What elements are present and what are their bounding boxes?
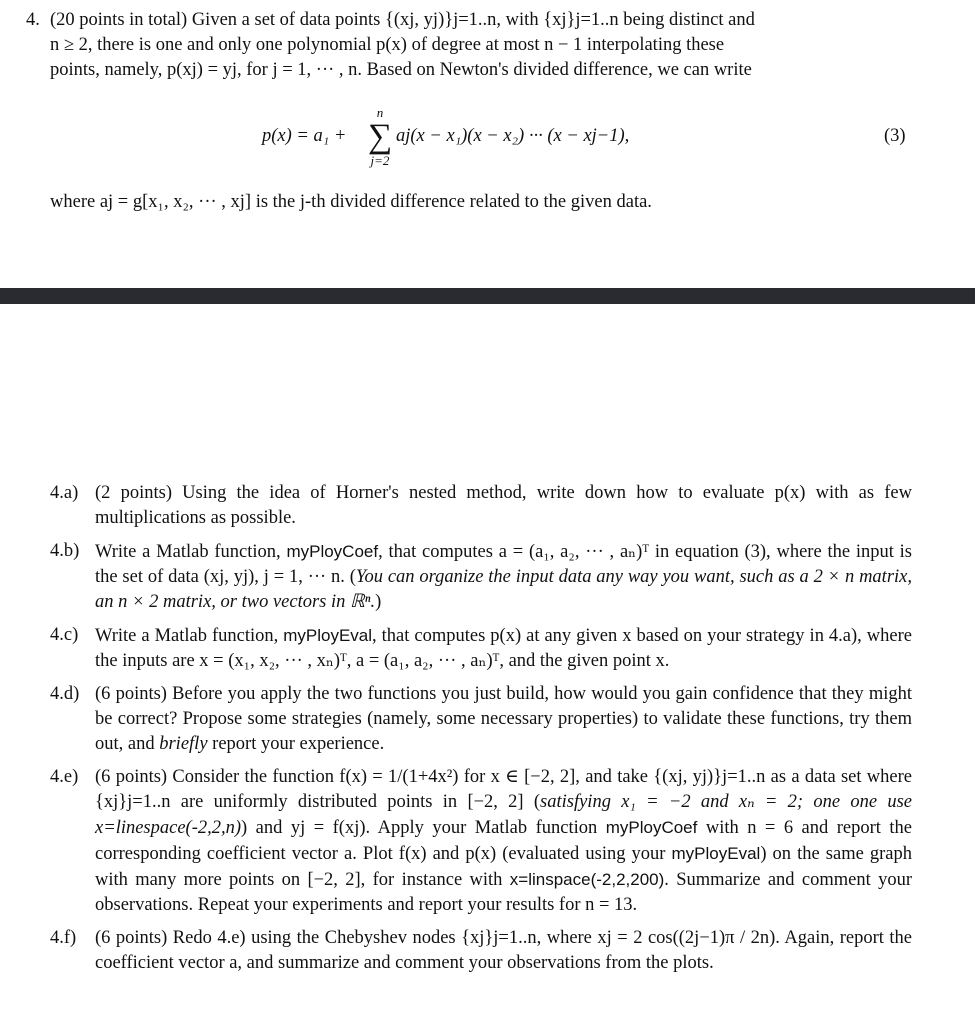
subquestion-label: 4.c) [50, 625, 79, 645]
where-text: where aj = g[x₁, x₂, ··· , xj] is the j-th divided difference related to the given data. [50, 192, 652, 212]
italic-note: You can organize the input data any way you want, such as a 2 × n matrix, an n × 2 matrix, or two vectors in ℝⁿ. [95, 567, 912, 612]
equation-number: (3) [884, 126, 906, 146]
subquestion-text: (2 points) Using the idea of Horner's nested method, write down how to evaluate p(x) with as few multiplications as possible. [95, 483, 912, 528]
summation-upper: n [376, 105, 384, 120]
problem-statement [26, 8, 916, 83]
equation-rhs: aj(x − x₁)(x − x₂) ··· (x − xj−1), [396, 126, 630, 146]
subquestion-label: 4.e) [50, 767, 79, 787]
subquestion-text: (6 points) Redo 4.e) using the Chebyshev nodes {xj}j=1..n, where xj = 2 cos((2j−1)π / 2n). Again, report the coefficient vector a, and summarize and comment your observations from the plots. [95, 928, 912, 973]
subquestion-text [95, 682, 912, 757]
text-segment: , that computes a = (a₁, a₂, ··· , aₙ)ᵀ in equation (3), where the input is the set of data (xj, yj), j = 1, ··· n. ( [95, 542, 913, 587]
subquestion-4c [50, 623, 912, 674]
subquestion-4b [50, 539, 912, 615]
text-segment: with n = 6 and report the corresponding coefficient vector a. Plot f(x) and p(x) (evaluated using your [95, 818, 912, 864]
subquestion-list [50, 481, 912, 984]
problem-number: 4. [26, 10, 40, 30]
subquestion-text [95, 623, 912, 674]
function-name: myPloyCoef [605, 818, 698, 837]
problem-line-3: points, namely, p(xj) = yj, for j = 1, ··· , n. Based on Newton's divided difference, we can write [50, 60, 752, 80]
subquestion-label: 4.d) [50, 684, 80, 704]
equation-lhs: p(x) = a₁ + [262, 126, 347, 146]
subquestion-label: 4.f) [50, 928, 77, 948]
summation-lower: j=2 [370, 153, 390, 168]
text-segment: ) [375, 592, 382, 612]
subquestion-text [95, 539, 912, 615]
divider-bar [0, 288, 975, 304]
code-snippet: x=linspace(-2,2,200) [509, 870, 665, 889]
text-segment: (6 points) Consider the function f(x) = 1/(1+4x²) for x ∈ [−2, 2], and take {(xj, yj)}j=1..n as a data set where {xj}j=1..n are uniformly distributed points in [−2, 2] ( [95, 767, 912, 812]
text-segment: (6 points) Before you apply the two functions you just build, how would you gain confidence that they might be correct? Propose some strategies (namely, some necessary properties) to validate these functions, try them out, and [95, 684, 912, 754]
text-segment: . Summarize and comment your observations. Repeat your experiments and report your results for n = 13. [95, 870, 913, 915]
text-segment: report your experience. [207, 734, 385, 754]
italic-note: satisfying x₁ = −2 and xₙ = 2; one one use x=linespace(-2,2,n) [95, 792, 912, 838]
summation-sign [368, 106, 392, 168]
sigma-icon: ∑ [368, 118, 393, 155]
text-segment: , that computes p(x) at any given x based on your strategy in 4.a), where the inputs are x = (x₁, x₂, ··· , xₙ)ᵀ, a = (a₁, a₂, ··· , aₙ)ᵀ, and the given point x. [95, 626, 912, 671]
subquestion-4d [50, 682, 912, 757]
text-segment: ) on the same graph with many more points on [−2, 2], for instance with [95, 844, 912, 890]
subquestion-label: 4.a) [50, 483, 79, 503]
problem-line-2: n ≥ 2, there is one and only one polynomial p(x) of degree at most n − 1 interpolating these [50, 35, 725, 55]
subquestion-4a [50, 481, 912, 531]
function-name: myPloyCoef [286, 542, 379, 561]
problem-line-1-text: (20 points in total) Given a set of data points {(xj, yj)}j=1..n, with {xj}j=1..n being distinct and [50, 10, 755, 30]
problem-line-1 [26, 8, 916, 33]
function-name: myPloyEval [671, 844, 761, 863]
subquestion-4f [50, 926, 912, 976]
subquestion-text [95, 765, 912, 918]
subquestion-label: 4.b) [50, 541, 80, 561]
equation-3 [0, 105, 975, 172]
text-segment: Write a Matlab function, [95, 626, 284, 646]
italic-emphasis: briefly [159, 734, 208, 754]
subquestion-4e [50, 765, 912, 918]
text-segment: ) and yj = f(xj). Apply your Matlab function [241, 818, 606, 838]
function-name: myPloyEval [283, 626, 373, 645]
text-segment: Write a Matlab function, [95, 542, 287, 562]
